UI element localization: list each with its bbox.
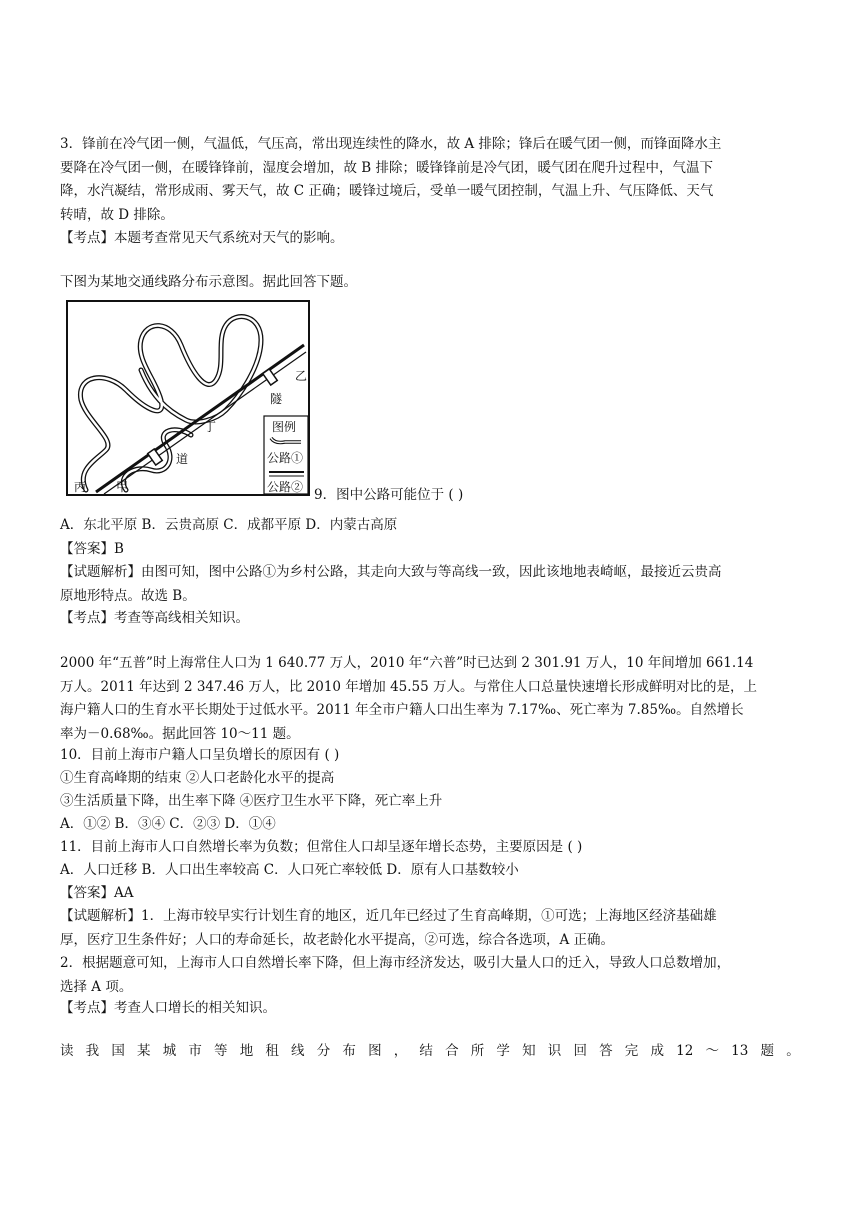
legend-title: 图例	[272, 420, 297, 434]
text-line: 转晴，故 D 排除。	[60, 206, 174, 223]
q3-kaodian: 【考点】本题考查常见天气系统对天气的影响。	[60, 230, 344, 246]
char: 合	[445, 1043, 459, 1059]
char: 分	[316, 1043, 331, 1059]
q11-stem: 11．目前上海市人口自然增长率为负数；但常住人口却呈逐年增长态势，主要原因是 ( )	[60, 839, 583, 855]
q9-answer: 【答案】B	[60, 541, 124, 557]
q12-13-intro	[60, 1040, 800, 1063]
text-line: 选择 A 项。	[60, 978, 133, 995]
char: 读	[60, 1043, 74, 1059]
map-legend	[264, 416, 308, 494]
q9-stem: 9．图中公路可能位于 ( )	[314, 487, 464, 503]
char: 我	[85, 1043, 100, 1059]
text-line: 2．根据题意可知，上海市人口自然增长率下降，但上海市经济发达，吸引大量人口的迁入，导致人口总数增加，	[60, 955, 731, 971]
char: 完	[624, 1043, 639, 1059]
text-line: 万人。2011 年达到 2 347.46 万人，比 2010 年增加 45.55 万人。与常住人口总量快速增长形成鲜明对比的是，上	[60, 678, 758, 695]
char: 题	[760, 1043, 775, 1059]
text-line: 【试题解析】由图可知，图中公路①为乡村公路，其走向大致与等高线一致，因此该地地表崎岖，最接近云贵高	[60, 564, 722, 580]
q10-option-line-1: ①生育高峰期的结束 ②人口老龄化水平的提高	[60, 770, 335, 786]
legend-road-1: 公路①	[267, 451, 304, 465]
char: 等	[214, 1043, 228, 1059]
q11-answer: 【答案】AA	[60, 885, 134, 901]
legend-road-2: 公路②	[267, 480, 304, 494]
map-label-yi: 乙	[295, 369, 308, 383]
char: 答	[599, 1043, 613, 1059]
char: 回	[573, 1043, 587, 1059]
q10-stem: 10．目前上海市户籍人口呈负增长的原因有 ( )	[60, 747, 340, 763]
char: 。	[786, 1043, 800, 1059]
char: 所	[470, 1043, 485, 1059]
q9-analysis	[60, 561, 800, 608]
char: 地	[239, 1043, 254, 1059]
q10-choices: A．①② B．③④ C．②③ D．①④	[60, 816, 276, 832]
char: 布	[342, 1043, 356, 1059]
char: 学	[496, 1043, 510, 1059]
q11-kaodian: 【考点】考查人口增长的相关知识。	[60, 1000, 276, 1016]
map-label-sui: 隧	[270, 392, 283, 406]
map-intro: 下图为某地交通线路分布示意图。据此回答下题。	[60, 274, 357, 290]
char: 市	[188, 1043, 202, 1059]
q11-analysis	[60, 905, 800, 999]
route-map-figure	[66, 300, 310, 496]
shanghai-paragraph	[60, 652, 800, 746]
char: 成	[650, 1043, 664, 1059]
q9-kaodian: 【考点】考查等高线相关知识。	[60, 610, 249, 626]
char: 线	[291, 1043, 305, 1059]
text-line: 降，水汽凝结，常形成雨、雾天气，故 C 正确；暖锋过境后，受单一暖气团控制，气温上升、气压降低、天气	[60, 183, 714, 199]
q11-options: A．人口迁移 B．人口出生率较高 C．人口死亡率较低 D．原有人口基数较小	[60, 862, 519, 878]
text-line: 2000 年“五普”时上海常住人口为 1 640.77 万人，2010 年“六普”时已达到 2 301.91 万人，10 年间增加 661.14	[60, 655, 754, 671]
char: 国	[111, 1043, 125, 1059]
map-label-jia: 甲	[116, 480, 129, 494]
char: 租	[265, 1043, 279, 1059]
char: ，	[393, 1043, 408, 1059]
char: 图	[368, 1043, 382, 1059]
text-line: 【试题解析】1．上海市较早实行计划生育的地区，近几年已经过了生育高峰期，①可选；上海地区经济基础雄	[60, 908, 717, 924]
map-label-bing: 丙	[74, 480, 87, 494]
q3-explanation	[60, 133, 800, 227]
char: 识	[547, 1043, 562, 1059]
char: 12	[676, 1043, 694, 1059]
q9-options: A．东北平原 B．云贵高原 C．成都平原 D．内蒙古高原	[60, 517, 398, 533]
char: 知	[522, 1043, 536, 1059]
q10-option-line-2: ③生活质量下降，出生率下降 ④医疗卫生水平下降，死亡率上升	[60, 793, 443, 809]
char: ～	[705, 1043, 719, 1059]
text-line: 海户籍人口的生育水平长期处于过低水平。2011 年全市户籍人口出生率为 7.17‰、死亡率为 7.85‰。自然增长	[60, 702, 744, 718]
text-line: 率为－0.68‰。据此回答 10～11 题。	[60, 725, 300, 742]
char: 某	[137, 1043, 151, 1059]
char: 城	[162, 1043, 177, 1059]
map-label-ding: 丁	[204, 420, 217, 434]
char: 结	[419, 1043, 433, 1059]
map-label-dao: 道	[176, 452, 189, 466]
text-line: 要降在冷气团一侧，在暖锋锋前，湿度会增加，故 B 排除；暖锋锋前是冷气团，暖气团在爬升过程中，气温下	[60, 159, 714, 176]
text-line: 3．锋前在冷气团一侧，气温低，气压高，常出现连续性的降水，故 A 排除；锋后在暖气团一侧，而锋面降水主	[60, 136, 722, 152]
char: 13	[731, 1043, 749, 1059]
text-line: 原地形特点。故选 B。	[60, 587, 196, 604]
text-line: 厚，医疗卫生条件好；人口的寿命延长，故老龄化水平提高，②可选，综合各选项，A 正确。	[60, 931, 615, 948]
